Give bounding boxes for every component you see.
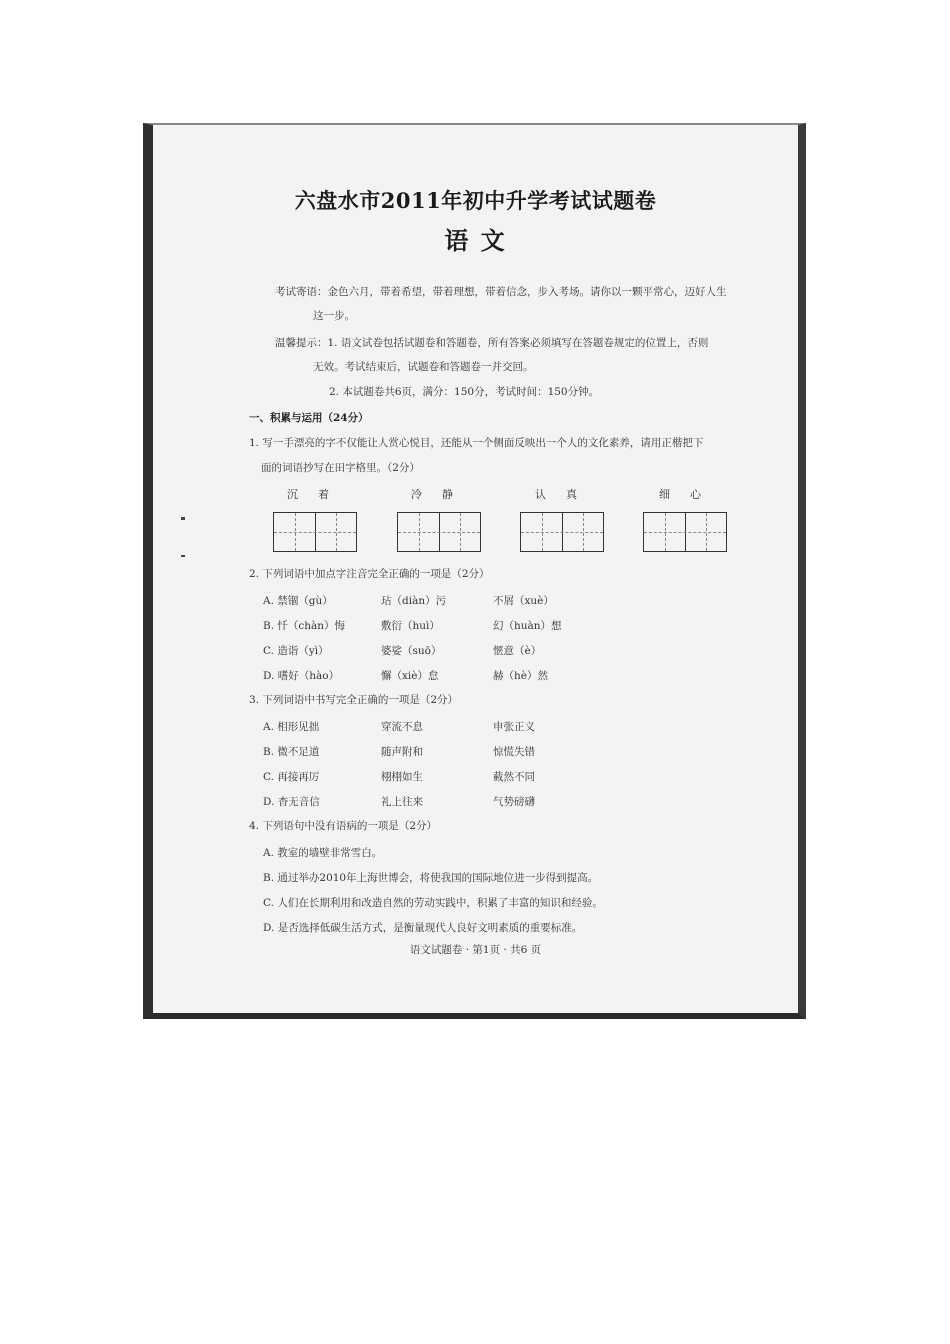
tianzige-grid[interactable]: [520, 512, 604, 552]
q1-word: 沉着: [287, 488, 349, 501]
q3-option-b-2: 随声附和: [381, 746, 423, 758]
exam-message-line2: 这一步。: [313, 310, 355, 322]
tianzige-grid[interactable]: [643, 512, 727, 552]
q1-word: 认真: [535, 488, 597, 501]
q4-stem: 4. 下列语句中没有语病的一项是（2分）: [249, 820, 438, 832]
section-heading: 一、积累与运用（24分）: [249, 412, 369, 424]
q3-option-a-3: 申张正义: [493, 721, 535, 733]
q2-option-d-2: 懈（xiè）怠: [381, 670, 439, 682]
subject-title: 语 文: [444, 226, 507, 255]
q2-option-a: A. 禁锢（gù）: [263, 595, 333, 607]
q2-option-b-3: 幻（huàn）想: [493, 620, 562, 632]
q4-option-a: A. 教室的墙壁非常雪白。: [263, 847, 383, 859]
q2-option-c: C. 造诣（yì）: [263, 645, 329, 657]
q3-option-c-2: 栩栩如生: [381, 771, 423, 783]
q2-option-a-3: 不屑（xuè）: [493, 595, 554, 607]
q2-option-b: B. 忏（chàn）悔: [263, 620, 346, 632]
q1-line2: 面的词语抄写在田字格里。（2分）: [261, 462, 420, 474]
exam-message-line1: 考试寄语：金色六月，带着希望，带着理想，带着信念，步入考场。请你以一颗平常心，迈好人生: [275, 286, 727, 298]
notice-line2: 无效。考试结束后，试题卷和答题卷一并交回。: [313, 361, 534, 373]
scan-mark: [181, 517, 185, 520]
q3-option-c-3: 截然不同: [493, 771, 535, 783]
q2-option-a-2: 玷（diàn）污: [381, 595, 447, 607]
notice-line3: 2. 本试题卷共6页，满分：150分，考试时间：150分钟。: [329, 386, 600, 398]
q1-word: 细心: [659, 488, 721, 501]
q4-option-b: B. 通过举办2010年上海世博会，将使我国的国际地位进一步得到提高。: [263, 872, 599, 884]
exam-title: 六盘水市2011年初中升学考试试题卷: [294, 188, 657, 213]
q2-option-c-3: 惬意（è）: [493, 645, 542, 657]
q3-option-a-2: 穿流不息: [381, 721, 423, 733]
q3-stem: 3. 下列词语中书写完全正确的一项是（2分）: [249, 694, 459, 706]
q1-word: 冷静: [411, 488, 473, 501]
q2-stem: 2. 下列词语中加点字注音完全正确的一项是（2分）: [249, 568, 490, 580]
q3-option-b-3: 惊慌失错: [493, 746, 535, 758]
scan-mark: [181, 555, 185, 557]
tianzige-grid[interactable]: [273, 512, 357, 552]
q1-line1: 1. 写一手漂亮的字不仅能让人赏心悦目，还能从一个侧面反映出一个人的文化素养，请用正楷把下: [249, 437, 704, 449]
q2-option-d: D. 嗜好（hào）: [263, 670, 340, 682]
q3-option-d-2: 礼上往来: [381, 796, 423, 808]
page-footer: 语文试题卷 · 第1页 · 共6 页: [409, 944, 542, 956]
q4-option-c: C. 人们在长期利用和改造自然的劳动实践中，积累了丰富的知识和经验。: [263, 897, 603, 909]
q3-option-d-3: 气势磅礴: [493, 796, 535, 808]
q3-option-d: D. 杳无音信: [263, 796, 320, 808]
q2-option-c-2: 婆娑（suō）: [381, 645, 442, 657]
tianzige-grid[interactable]: [397, 512, 481, 552]
notice-line1: 温馨提示：1. 语文试卷包括试题卷和答题卷，所有答案必须填写在答题卷规定的位置上，否则: [275, 337, 709, 349]
scanned-exam-page: [143, 123, 806, 1019]
q2-option-d-3: 赫（hè）然: [493, 670, 548, 682]
q3-option-b: B. 微不足道: [263, 746, 320, 758]
q4-option-d: D. 是否选择低碳生活方式，是衡量现代人良好文明素质的重要标准。: [263, 922, 583, 934]
q3-option-c: C. 再接再厉: [263, 771, 320, 783]
q2-option-b-2: 敷衍（huì）: [381, 620, 440, 632]
q3-option-a: A. 相形见拙: [263, 721, 320, 733]
